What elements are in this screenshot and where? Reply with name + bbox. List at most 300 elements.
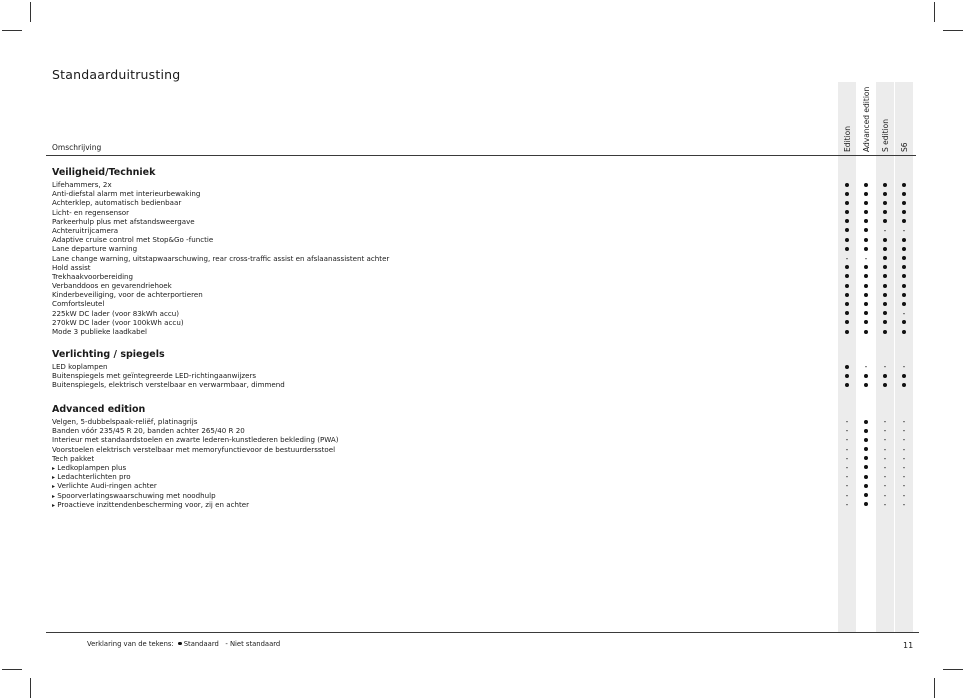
standard-dot-icon xyxy=(883,256,887,260)
standard-dot-cell xyxy=(895,217,913,226)
standard-dot-cell xyxy=(857,226,875,235)
row-label-text: Kinderbeveiliging, voor de achterportieren xyxy=(52,290,203,300)
table-row xyxy=(52,454,915,463)
row-label xyxy=(52,417,197,426)
standard-dot-icon xyxy=(845,320,849,324)
standard-dot-cell xyxy=(876,327,894,336)
standard-dot-cell xyxy=(838,235,856,244)
standard-dot-icon xyxy=(845,247,849,251)
row-label xyxy=(52,281,172,290)
standard-dot-icon xyxy=(864,201,868,205)
standard-dot-cell xyxy=(876,263,894,272)
row-label-text: Buitenspiegels met geïntegreerde LED-richtingaanwijzers xyxy=(52,371,257,381)
legend-not-standard-symbol: - xyxy=(225,640,228,648)
not-standard-cell: - xyxy=(902,362,906,371)
standard-dot-cell xyxy=(895,244,913,253)
table-row xyxy=(52,217,915,226)
standard-dot-cell xyxy=(895,327,913,336)
standard-dot-icon xyxy=(845,201,849,205)
standard-dot-cell xyxy=(876,371,894,380)
standard-dot-cell xyxy=(895,380,913,389)
standard-dot-cell xyxy=(838,272,856,281)
standard-dot-cell xyxy=(857,217,875,226)
row-label-text: Mode 3 publieke laadkabel xyxy=(52,327,147,336)
standard-dot-icon xyxy=(883,192,887,196)
not-standard-cell: - xyxy=(902,308,906,318)
standard-dot-icon xyxy=(902,247,906,251)
standard-dot-icon xyxy=(902,201,906,205)
standard-dot-cell xyxy=(895,189,913,198)
not-standard-cell: - xyxy=(883,444,887,454)
standard-dot-cell xyxy=(895,208,913,217)
row-label xyxy=(52,198,181,207)
standard-dot-cell xyxy=(857,327,875,336)
standard-dot-cell xyxy=(838,180,856,189)
row-label xyxy=(52,309,179,318)
standard-dot-icon xyxy=(883,374,887,378)
standard-dot-icon xyxy=(864,238,868,242)
standard-dot-cell xyxy=(838,309,856,318)
standard-dot-icon xyxy=(883,383,887,387)
crop-mark xyxy=(934,678,935,698)
row-label xyxy=(52,217,195,226)
standard-dot-cell xyxy=(876,318,894,327)
row-label-text: Velgen, 5-dubbelspaak-reliëf, platinagrijs xyxy=(52,417,198,426)
not-standard-cell: - xyxy=(845,453,849,463)
row-label xyxy=(52,290,203,299)
not-standard-cell: - xyxy=(883,435,887,445)
standard-dot-cell xyxy=(876,244,894,253)
standard-dot-icon xyxy=(883,311,887,315)
standard-dot-icon xyxy=(902,238,906,242)
not-standard-cell: - xyxy=(845,253,849,263)
standard-dot-icon xyxy=(845,192,849,196)
standard-dot-cell xyxy=(876,180,894,189)
table-row xyxy=(52,272,915,281)
not-standard-cell: - xyxy=(883,225,887,235)
table-row xyxy=(52,491,915,500)
row-label xyxy=(52,454,94,463)
standard-dot-cell xyxy=(857,208,875,217)
row-label xyxy=(52,371,256,380)
row-label-text: Achteruitrijcamera xyxy=(52,225,119,235)
table-row xyxy=(52,327,915,336)
standard-dot-icon xyxy=(902,293,906,297)
table-row xyxy=(52,254,915,263)
not-standard-cell: - xyxy=(902,481,906,491)
not-standard-cell: - xyxy=(902,417,906,426)
row-label xyxy=(52,445,335,454)
row-label-text: Buitenspiegels, elektrisch verstelbaar en verwarmbaar, dimmend xyxy=(52,380,285,390)
not-standard-cell: - xyxy=(902,225,906,235)
standard-dot-cell xyxy=(895,198,913,207)
legend xyxy=(87,640,280,648)
not-standard-cell: - xyxy=(902,426,906,436)
standard-dot-icon xyxy=(883,284,887,288)
bullet-triangle-icon: ▸ xyxy=(52,483,56,491)
row-label-text: Licht- en regensensor xyxy=(52,207,130,217)
row-label-text: Verlichte Audi-ringen achter xyxy=(57,481,157,491)
row-label xyxy=(52,254,389,263)
standard-dot-icon xyxy=(883,302,887,306)
standard-dot-icon xyxy=(845,210,849,214)
standard-dot-icon xyxy=(883,274,887,278)
standard-dot-icon xyxy=(845,374,849,378)
table-row xyxy=(52,309,915,318)
standard-dot-cell xyxy=(895,318,913,327)
not-standard-cell: - xyxy=(902,499,906,509)
standard-dot-icon xyxy=(845,330,849,334)
row-label-text: Ledkoplampen plus xyxy=(57,462,127,472)
not-standard-cell: - xyxy=(902,472,906,482)
page-title: Standaarduitrusting xyxy=(52,67,181,82)
standard-dot-icon xyxy=(883,210,887,214)
standard-dot-cell xyxy=(857,463,875,472)
not-standard-cell: - xyxy=(883,417,887,426)
standard-dot-icon xyxy=(902,210,906,214)
standard-dot-icon xyxy=(883,247,887,251)
standard-dot-cell xyxy=(838,189,856,198)
standard-dot-icon xyxy=(864,475,868,479)
table-row xyxy=(52,226,915,235)
standard-dot-cell xyxy=(857,445,875,454)
not-standard-cell: - xyxy=(902,444,906,454)
standard-dot-cell xyxy=(857,318,875,327)
row-label xyxy=(52,189,200,198)
standard-dot-cell xyxy=(857,180,875,189)
row-label-text: Spoorverlatingswaarschuwing met noodhulp xyxy=(57,490,216,500)
standard-dot-cell xyxy=(876,380,894,389)
standard-dot-cell xyxy=(838,244,856,253)
table-row xyxy=(52,435,915,444)
standard-dot-cell xyxy=(857,426,875,435)
standard-dot-icon xyxy=(864,219,868,223)
row-label-text: 225kW DC lader (voor 83kWh accu) xyxy=(52,308,180,318)
standard-dot-cell xyxy=(895,180,913,189)
section-title: Verlichting / spiegels xyxy=(52,349,165,360)
standard-dot-cell xyxy=(857,309,875,318)
standard-dot-icon xyxy=(864,293,868,297)
standard-dot-cell xyxy=(876,309,894,318)
standard-dot-icon xyxy=(845,238,849,242)
standard-dot-icon xyxy=(845,274,849,278)
legend-standard: Standaard xyxy=(183,640,219,648)
table-row xyxy=(52,500,915,509)
table-row xyxy=(52,180,915,189)
standard-dot-icon xyxy=(864,284,868,288)
table-row xyxy=(52,463,915,472)
bullet-triangle-icon: ▸ xyxy=(52,474,56,482)
standard-dot-icon xyxy=(845,293,849,297)
standard-dot-cell xyxy=(857,371,875,380)
not-standard-cell: - xyxy=(902,453,906,463)
not-standard-cell: - xyxy=(845,462,849,472)
standard-dot-icon xyxy=(883,201,887,205)
crop-mark xyxy=(2,30,22,31)
table-row xyxy=(52,208,915,217)
standard-dot-cell xyxy=(857,290,875,299)
standard-dot-icon xyxy=(902,183,906,187)
standard-dot-icon xyxy=(864,320,868,324)
row-label-text: Anti-diefstal alarm met interieurbewaking xyxy=(52,189,201,199)
not-standard-cell: - xyxy=(883,481,887,491)
not-standard-cell: - xyxy=(845,417,849,426)
standard-dot-icon xyxy=(864,438,868,442)
standard-dot-cell xyxy=(857,281,875,290)
standard-dot-cell xyxy=(876,272,894,281)
standard-dot-cell xyxy=(857,491,875,500)
standard-dot-cell xyxy=(838,263,856,272)
standard-dot-icon xyxy=(864,484,868,488)
row-label-text: Proactieve inzittendenbescherming voor, zij en achter xyxy=(57,499,250,509)
standard-dot-icon xyxy=(845,311,849,315)
not-standard-cell: - xyxy=(902,490,906,500)
row-label xyxy=(52,380,285,389)
standard-dot-cell xyxy=(838,208,856,217)
not-standard-cell: - xyxy=(902,462,906,472)
not-standard-cell: - xyxy=(845,490,849,500)
table-row xyxy=(52,318,915,327)
standard-dot-cell xyxy=(876,217,894,226)
standard-dot-icon xyxy=(902,265,906,269)
not-standard-cell: - xyxy=(845,499,849,509)
standard-dot-cell xyxy=(857,380,875,389)
crop-mark xyxy=(934,2,935,22)
standard-dot-icon xyxy=(883,293,887,297)
table-row xyxy=(52,235,915,244)
standard-dot-cell xyxy=(876,208,894,217)
row-label xyxy=(52,299,104,308)
row-label xyxy=(52,208,129,217)
standard-dot-cell xyxy=(838,327,856,336)
row-label xyxy=(52,318,184,327)
standard-dot-icon xyxy=(864,302,868,306)
standard-dot-cell xyxy=(838,281,856,290)
standard-dot-cell xyxy=(895,281,913,290)
standard-dot-cell xyxy=(838,362,856,371)
standard-dot-cell xyxy=(857,472,875,481)
standard-dot-icon xyxy=(902,274,906,278)
table-row xyxy=(52,445,915,454)
row-label-text: 270kW DC lader (voor 100kWh accu) xyxy=(52,317,184,327)
row-label-text: Parkeerhulp plus met afstandsweergave xyxy=(52,216,195,226)
table-row xyxy=(52,481,915,490)
row-label-text: Interieur met standaardstoelen en zwarte lederen-kunstlederen bekleding (PWA) xyxy=(52,435,339,445)
legend-prefix: Verklaring van de tekens: xyxy=(87,640,174,648)
standard-dot-icon xyxy=(864,183,868,187)
table-row xyxy=(52,263,915,272)
not-standard-cell: - xyxy=(883,453,887,463)
row-label xyxy=(52,426,245,435)
standard-dot-cell xyxy=(857,189,875,198)
standard-dot-icon xyxy=(883,320,887,324)
row-label xyxy=(52,327,147,336)
crop-mark xyxy=(2,669,22,670)
table-row xyxy=(52,417,915,426)
standard-dot-cell xyxy=(838,299,856,308)
standard-dot-icon xyxy=(845,302,849,306)
standard-dot-icon xyxy=(845,365,849,369)
standard-dot-icon xyxy=(864,192,868,196)
standard-dot-icon xyxy=(845,183,849,187)
standard-dot-icon xyxy=(864,311,868,315)
standard-dot-icon xyxy=(864,493,868,497)
not-standard-cell: - xyxy=(902,435,906,445)
standard-dot-cell xyxy=(857,500,875,509)
row-label xyxy=(52,272,133,281)
standard-dot-cell xyxy=(876,281,894,290)
crop-mark xyxy=(30,2,31,22)
standard-dot-cell xyxy=(895,371,913,380)
standard-dot-icon xyxy=(845,219,849,223)
not-standard-cell: - xyxy=(845,481,849,491)
standard-dot-icon xyxy=(845,284,849,288)
standard-dot-icon xyxy=(864,228,868,232)
table-row xyxy=(52,189,915,198)
standard-dot-cell xyxy=(876,189,894,198)
standard-dot-cell xyxy=(895,235,913,244)
standard-dot-cell xyxy=(857,198,875,207)
standard-dot-icon xyxy=(902,284,906,288)
standard-dot-icon xyxy=(864,247,868,251)
not-standard-cell: - xyxy=(883,499,887,509)
standard-dot-icon xyxy=(864,210,868,214)
row-label xyxy=(52,180,112,189)
row-label-text: Hold assist xyxy=(52,262,91,272)
standard-dot-cell xyxy=(838,226,856,235)
section xyxy=(52,403,915,509)
standard-dot-cell xyxy=(895,299,913,308)
standard-dot-icon xyxy=(864,502,868,506)
standard-dot-cell xyxy=(895,272,913,281)
not-standard-cell: - xyxy=(845,472,849,482)
standard-dot-cell xyxy=(857,272,875,281)
standard-dot-cell xyxy=(876,198,894,207)
row-label xyxy=(52,435,339,444)
standard-dot-cell xyxy=(857,299,875,308)
standard-dot-cell xyxy=(838,290,856,299)
standard-dot-cell xyxy=(895,290,913,299)
table-row xyxy=(52,299,915,308)
standard-dot-icon xyxy=(864,420,868,424)
row-label xyxy=(52,263,91,272)
not-standard-cell: - xyxy=(883,462,887,472)
standard-dot-cell xyxy=(876,235,894,244)
footer-divider xyxy=(46,632,919,633)
standard-dot-icon xyxy=(864,330,868,334)
bullet-triangle-icon: ▸ xyxy=(52,464,56,472)
standard-dot-cell xyxy=(857,454,875,463)
standard-dot-cell xyxy=(838,198,856,207)
not-standard-cell: - xyxy=(883,426,887,436)
standard-dot-cell xyxy=(857,244,875,253)
standard-dot-icon xyxy=(864,465,868,469)
row-label xyxy=(52,362,107,371)
row-label-text: Lane change warning, uitstapwaarschuwing, rear cross-traffic assist en afslaanassistent achter xyxy=(52,253,390,263)
table-row xyxy=(52,426,915,435)
table-row xyxy=(52,198,915,207)
row-label xyxy=(52,235,213,244)
row-label-text: Achterklep, automatisch bedienbaar xyxy=(52,198,182,208)
standard-dot-icon xyxy=(902,256,906,260)
table-row xyxy=(52,380,915,389)
standard-dot-cell xyxy=(876,299,894,308)
row-label-text: Verbanddoos en gevarendriehoek xyxy=(52,281,172,291)
not-standard-cell: - xyxy=(883,490,887,500)
standard-dot-icon xyxy=(902,192,906,196)
row-label-text: Lane departure warning xyxy=(52,244,138,254)
description-column-header: Omschrijving xyxy=(52,143,102,152)
not-standard-cell: - xyxy=(864,253,868,263)
section-title: Veiligheid/Techniek xyxy=(52,167,156,178)
row-label-text: Adaptive cruise control met Stop&Go -functie xyxy=(52,235,214,245)
standard-dot-cell xyxy=(857,481,875,490)
section xyxy=(52,166,915,336)
row-label-text: Voorstoelen elektrisch verstelbaar met memoryfunctievoor de bestuurdersstoel xyxy=(52,444,336,454)
standard-dot-icon xyxy=(864,456,868,460)
standard-dot-icon xyxy=(845,228,849,232)
standard-dot-icon xyxy=(902,383,906,387)
not-standard-cell: - xyxy=(845,426,849,436)
not-standard-cell: - xyxy=(864,362,868,371)
standard-dot-icon xyxy=(883,265,887,269)
standard-dot-icon xyxy=(902,320,906,324)
standard-dot-cell xyxy=(857,263,875,272)
standard-dot-icon xyxy=(902,302,906,306)
table-row xyxy=(52,362,915,371)
standard-dot-icon xyxy=(864,447,868,451)
row-label-text: Tech pakket xyxy=(52,453,95,463)
standard-dot-icon xyxy=(864,374,868,378)
not-standard-cell: - xyxy=(883,362,887,371)
page-number: 11 xyxy=(903,641,914,650)
standard-dot-cell xyxy=(895,263,913,272)
standard-dot-cell xyxy=(838,380,856,389)
row-label-text: Comfortsleutel xyxy=(52,299,105,309)
standard-dot-icon xyxy=(883,183,887,187)
standard-dot-cell xyxy=(857,417,875,426)
row-label-text: Trekhaakvoorbereiding xyxy=(52,271,134,281)
standard-dot-cell xyxy=(838,371,856,380)
section xyxy=(52,348,915,390)
standard-dot-icon xyxy=(845,383,849,387)
standard-dot-cell xyxy=(876,290,894,299)
legend-not-standard: Niet standaard xyxy=(229,640,281,648)
row-label xyxy=(52,500,249,510)
row-label-text: Banden vóór 235/45 R 20, banden achter 265/40 R 20 xyxy=(52,426,245,436)
standard-dot-icon xyxy=(864,274,868,278)
crop-mark xyxy=(30,678,31,698)
standard-dot-icon xyxy=(883,238,887,242)
standard-dot-icon xyxy=(864,383,868,387)
table-row xyxy=(52,290,915,299)
standard-dot-cell xyxy=(857,435,875,444)
section-title: Advanced edition xyxy=(52,404,146,415)
row-label xyxy=(52,226,118,235)
not-standard-cell: - xyxy=(883,472,887,482)
standard-dot-icon xyxy=(178,642,182,646)
table-row xyxy=(52,244,915,253)
crop-mark xyxy=(943,669,963,670)
standard-dot-cell xyxy=(838,318,856,327)
standard-dot-cell xyxy=(895,254,913,263)
bullet-triangle-icon: ▸ xyxy=(52,492,56,500)
standard-dot-icon xyxy=(864,429,868,433)
bullet-triangle-icon: ▸ xyxy=(52,501,56,509)
table-row xyxy=(52,281,915,290)
table-row xyxy=(52,472,915,481)
table-row xyxy=(52,371,915,380)
